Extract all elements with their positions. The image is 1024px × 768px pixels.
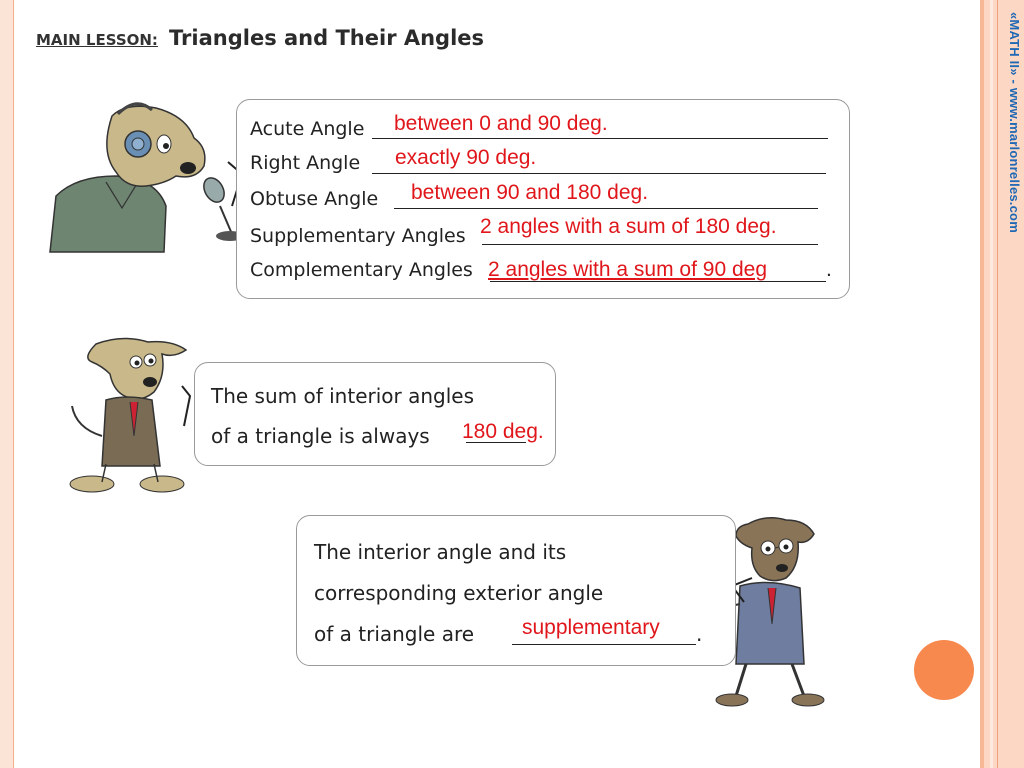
term-complementary: Complementary Angles bbox=[250, 259, 473, 281]
accent-dot bbox=[914, 640, 974, 700]
exterior-line3: of a triangle are bbox=[314, 622, 475, 646]
answer-right: exactly 90 deg. bbox=[395, 146, 537, 169]
answer-supplementary: 2 angles with a sum of 180 deg. bbox=[480, 215, 777, 238]
exterior-answer: supplementary bbox=[522, 616, 660, 639]
term-acute: Acute Angle bbox=[250, 118, 365, 140]
sum-line2: of a triangle is always bbox=[211, 424, 430, 448]
side-url-text: «MATH II» - www.marlonrelles.com bbox=[1007, 12, 1022, 233]
exterior-line2: corresponding exterior angle bbox=[314, 581, 604, 605]
exterior-period: . bbox=[696, 622, 703, 646]
answer-complementary: 2 angles with a sum of 90 deg bbox=[488, 258, 768, 281]
sum-answer: 180 deg. bbox=[462, 420, 544, 443]
blank-obtuse bbox=[394, 208, 818, 209]
answer-acute: between 0 and 90 deg. bbox=[394, 112, 608, 135]
left-border-stripe bbox=[0, 0, 14, 768]
sum-line1: The sum of interior angles bbox=[211, 384, 475, 408]
blank-supplementary bbox=[482, 244, 818, 245]
blank-acute bbox=[372, 138, 828, 139]
term-supplementary: Supplementary Angles bbox=[250, 225, 466, 247]
title-text: Triangles and Their Angles bbox=[169, 26, 485, 50]
interior-sum-bubble bbox=[194, 362, 556, 466]
page-title bbox=[36, 26, 484, 50]
complementary-period: . bbox=[826, 258, 832, 281]
title-label: MAIN LESSON: bbox=[36, 31, 158, 49]
answer-obtuse: between 90 and 180 deg. bbox=[411, 181, 649, 204]
blank-right bbox=[372, 173, 826, 174]
exterior-blank bbox=[512, 644, 696, 645]
term-right: Right Angle bbox=[250, 152, 361, 174]
sitting-dog-icon bbox=[62, 336, 202, 496]
exterior-line1: The interior angle and its bbox=[314, 540, 567, 564]
dog-headphones-icon bbox=[46, 96, 246, 256]
term-obtuse: Obtuse Angle bbox=[250, 188, 379, 210]
